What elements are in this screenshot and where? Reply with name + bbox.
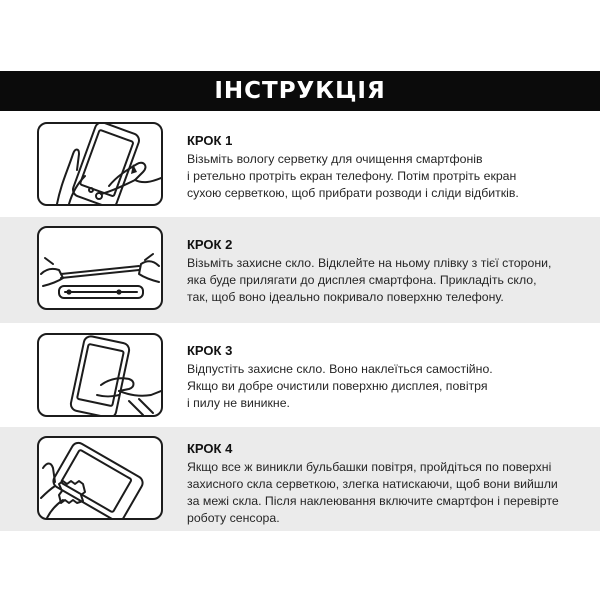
place-glass-icon [37, 226, 163, 310]
remove-bubbles-icon [37, 436, 163, 520]
step-4 [0, 427, 600, 531]
step-title: КРОК 2 [187, 237, 233, 252]
press-glass-icon [37, 333, 163, 417]
page-title: ІНСТРУКЦІЯ [0, 71, 600, 111]
step-title: КРОК 1 [187, 133, 233, 148]
step-description: Візьміть захисне скло. Відклейте на ньому плівку з тієї сторони, яка буде прилягати до дисплея смартфона. Прикладіть скло, так, щоб воно ідеально покривало поверхню телефону. [187, 256, 552, 304]
step-description: Відпустіть захисне скло. Воно наклеїться самостійно. Якщо ви добре очистили поверхню дисплея, повітря і пилу не виникне. [187, 362, 493, 410]
step-description: Візьміть вологу серветку для очищення смартфонів і ретельно протріть екран телефону. Потім протріть екран сухою серветкою, щоб прибрати розводи і сліди відбитків. [187, 152, 519, 200]
step-3 [0, 323, 600, 427]
step-1 [0, 111, 600, 217]
step-title: КРОК 3 [187, 343, 233, 358]
step-description: Якщо все ж виникли бульбашки повітря, пройдіться по поверхні захисного скла серветкою, злегка натискаючи, щоб вони вийшли за межі скла. Після наклеювання включите смартфон і перевірте роботу сенсора. [187, 460, 559, 525]
step-title: КРОК 4 [187, 441, 233, 456]
wipe-phone-icon [37, 122, 163, 206]
step-2 [0, 217, 600, 323]
